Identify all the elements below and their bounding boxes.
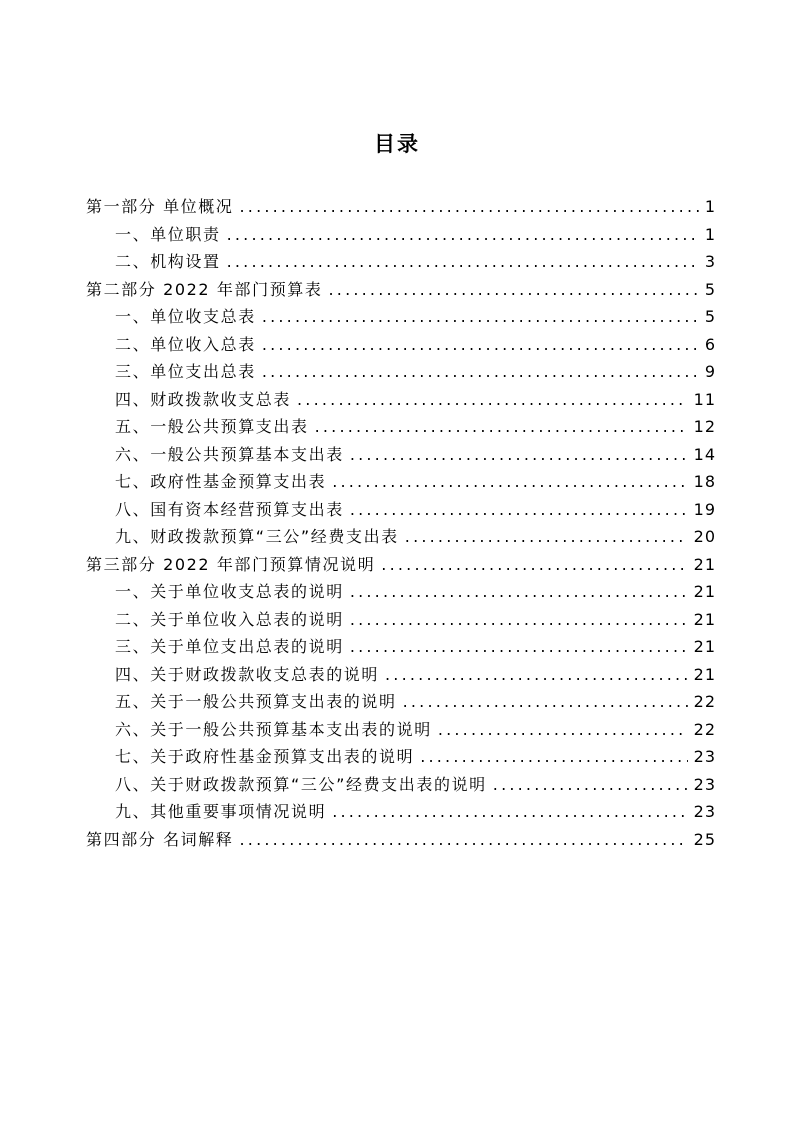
toc-entry[interactable] xyxy=(86,358,716,386)
toc-entry-label: 一、关于单位收支总表的说明 xyxy=(115,582,344,601)
toc-page-number: 21 xyxy=(693,582,716,601)
toc-page-number: 14 xyxy=(693,444,716,464)
toc-leader-dots xyxy=(403,688,688,716)
toc-entry[interactable] xyxy=(86,386,716,414)
toc-page-number: 6 xyxy=(704,334,716,354)
toc-entry-label: 六、关于一般公共预算基本支出表的说明 xyxy=(115,719,432,739)
toc-leader-dots xyxy=(262,331,699,359)
toc-leader-dots xyxy=(240,193,699,221)
toc-leader-dots xyxy=(385,661,688,689)
toc-entry[interactable] xyxy=(86,661,716,689)
toc-entry[interactable] xyxy=(86,688,716,716)
toc-entry-label: 第一部分 单位概况 xyxy=(86,197,234,216)
toc-entry[interactable] xyxy=(86,798,716,826)
toc-entry[interactable] xyxy=(86,248,716,276)
toc-leader-dots xyxy=(350,633,688,661)
toc-leader-dots xyxy=(262,358,699,386)
toc-page-number: 12 xyxy=(693,417,716,436)
toc-page-number: 18 xyxy=(693,472,716,491)
toc-entry-label: 三、关于单位支出总表的说明 xyxy=(115,637,344,656)
toc-entry-label: 二、关于单位收入总表的说明 xyxy=(115,609,344,629)
toc-page-number: 21 xyxy=(693,554,716,574)
toc-entry[interactable] xyxy=(86,716,716,744)
toc-leader-dots xyxy=(420,743,687,771)
toc-entry[interactable] xyxy=(86,771,716,799)
toc-entry[interactable] xyxy=(86,523,716,551)
toc-entry-label: 七、政府性基金预算支出表 xyxy=(115,472,327,491)
toc-page-number: 5 xyxy=(704,307,716,326)
toc-entry[interactable] xyxy=(86,743,716,771)
toc-entry[interactable] xyxy=(86,331,716,359)
toc-entry-label: 九、财政拨款预算“三公”经费支出表 xyxy=(115,527,399,546)
toc-entry[interactable] xyxy=(86,551,716,579)
toc-entry-label: 八、关于财政拨款预算“三公”经费支出表的说明 xyxy=(115,774,487,794)
toc-page-number: 11 xyxy=(693,389,716,409)
toc-leader-dots xyxy=(297,386,688,414)
toc-leader-dots xyxy=(315,413,688,441)
toc-entry-label: 四、财政拨款收支总表 xyxy=(115,389,292,409)
toc-entry[interactable] xyxy=(86,303,716,331)
toc-leader-dots xyxy=(493,771,688,799)
toc-entry[interactable] xyxy=(86,633,716,661)
toc-entry-label: 六、一般公共预算基本支出表 xyxy=(115,444,344,464)
toc-entry-label: 八、国有资本经营预算支出表 xyxy=(115,499,344,519)
toc-leader-dots xyxy=(350,441,688,469)
toc-page-number: 1 xyxy=(704,197,716,216)
toc-entry[interactable] xyxy=(86,221,716,249)
toc-entry[interactable] xyxy=(86,468,716,496)
toc-entry-label: 一、单位职责 xyxy=(115,224,221,244)
toc-entry[interactable] xyxy=(86,496,716,524)
toc-entry[interactable] xyxy=(86,276,716,304)
toc-page-number: 22 xyxy=(693,719,716,739)
toc-leader-dots xyxy=(332,468,687,496)
toc-page-number: 21 xyxy=(693,637,716,656)
toc-page-number: 9 xyxy=(704,362,716,381)
toc-entry-label: 第四部分 名词解释 xyxy=(86,829,234,849)
toc-page-number: 25 xyxy=(693,829,716,849)
toc-leader-dots xyxy=(227,221,699,249)
toc-entry-label: 二、机构设置 xyxy=(115,252,221,271)
toc-entry-label: 第三部分 2022 年部门预算情况说明 xyxy=(86,554,376,574)
toc-leader-dots xyxy=(405,523,688,551)
toc-entry[interactable] xyxy=(86,826,716,854)
toc-entry[interactable] xyxy=(86,193,716,221)
toc-leader-dots xyxy=(350,606,688,634)
toc-leader-dots xyxy=(262,303,699,331)
toc-page-number: 21 xyxy=(693,664,716,684)
toc-entry-label: 四、关于财政拨款收支总表的说明 xyxy=(115,664,380,684)
toc-leader-dots xyxy=(329,276,699,304)
toc-entry[interactable] xyxy=(86,413,716,441)
toc-leader-dots xyxy=(240,826,688,854)
toc-leader-dots xyxy=(332,798,687,826)
toc-page-number: 1 xyxy=(704,224,716,244)
toc-page-number: 5 xyxy=(704,279,716,299)
toc-entry[interactable] xyxy=(86,606,716,634)
toc-page-number: 20 xyxy=(693,527,716,546)
toc-entry[interactable] xyxy=(86,578,716,606)
toc-entry-label: 五、关于一般公共预算支出表的说明 xyxy=(115,692,397,711)
toc-page-number: 19 xyxy=(693,499,716,519)
toc-entry-label: 一、单位收支总表 xyxy=(115,307,256,326)
toc-leader-dots xyxy=(381,551,687,579)
toc-page-number: 3 xyxy=(704,252,716,271)
toc-entry[interactable] xyxy=(86,441,716,469)
toc-entry-label: 九、其他重要事项情况说明 xyxy=(115,802,327,821)
toc-entry-label: 三、单位支出总表 xyxy=(115,362,256,381)
toc-leader-dots xyxy=(227,248,699,276)
toc-entry-label: 五、一般公共预算支出表 xyxy=(115,417,309,436)
toc-leader-dots xyxy=(438,716,688,744)
toc-leader-dots xyxy=(350,496,688,524)
toc-leader-dots xyxy=(350,578,688,606)
page-title: 目录 xyxy=(374,132,420,156)
toc-entry-label: 二、单位收入总表 xyxy=(115,334,256,354)
toc-entry-label: 七、关于政府性基金预算支出表的说明 xyxy=(115,747,415,766)
toc-entry-label: 第二部分 2022 年部门预算表 xyxy=(86,279,323,299)
toc-page-number: 21 xyxy=(693,609,716,629)
toc-page-number: 22 xyxy=(693,692,716,711)
toc-page-number: 23 xyxy=(693,774,716,794)
toc-page-number: 23 xyxy=(693,802,716,821)
toc-page-number: 23 xyxy=(693,747,716,766)
table-of-contents xyxy=(86,193,716,853)
